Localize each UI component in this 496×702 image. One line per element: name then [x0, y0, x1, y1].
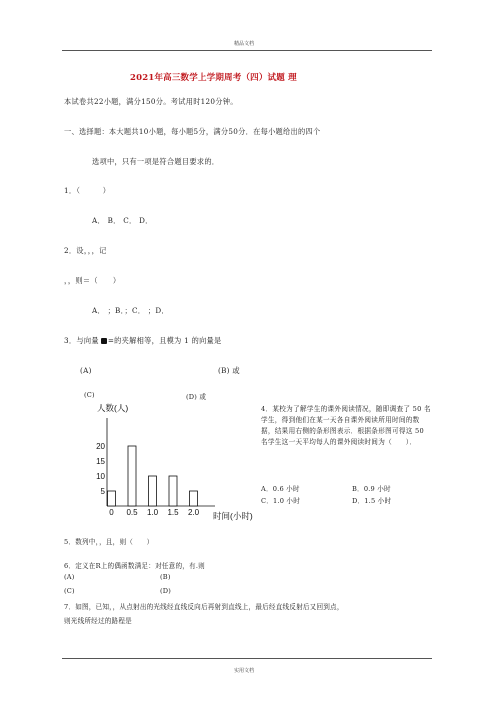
question-2-line2: ，，则＝（ ）: [64, 276, 121, 285]
chart-y-axis-label: 人数(人): [97, 403, 129, 413]
page-footer: 实用文档: [234, 668, 255, 674]
question-3-tail: =的夹解相等，且模为 1 的向量是: [107, 336, 222, 345]
question-3-lead: 3．与向量: [64, 336, 99, 345]
chart-bar: [190, 491, 198, 506]
section-heading-line1: 一、选择题：本大题共10小题，每小题5分，满分50分．在每小题给出的四个: [64, 127, 321, 136]
chart-bar: [108, 491, 116, 506]
question-7-line1: 7．如图，已知，，从点射出的光线经直线反向后再射到直线上，最后经直线反射后又回到点，: [64, 603, 344, 611]
question-1-options: A． B． C． D．: [92, 216, 153, 225]
question-1: 1．（ ）: [64, 186, 111, 195]
question-4-option-a: A．0.6 小时: [261, 485, 300, 493]
question-4-option-b: B．0.9 小时: [352, 485, 391, 493]
intro-text: 本试卷共22小题，满分150分。考试用时120分钟。: [64, 97, 238, 106]
header-rule: [62, 50, 432, 51]
question-4-option-c: C．1.0 小时: [261, 497, 301, 505]
question-5: 5．数列中，，且，则（ ）: [64, 538, 154, 546]
question-4-text: 4．某校为了解学生的课外阅读情况，随即调查了 50 名学生，得到他们在某一天各自课外阅读所用时间的数据，结果用右侧的条形图表示．根据条形图可得这 50 名学生这一天平均每人的课外阅读时间为（ ）．: [261, 405, 431, 446]
question-3-option-b: (B) 或: [218, 366, 240, 375]
question-3-option-d: (D) 或: [186, 393, 207, 401]
footer-rule: [62, 658, 432, 659]
question-6-option-b: (B): [160, 573, 171, 581]
chart-y-tick-label: 10: [96, 472, 105, 481]
chart-y-tick-label: 5: [100, 487, 105, 496]
question-6-option-d: (D): [160, 587, 172, 595]
chart-bar: [128, 446, 136, 506]
exam-title: 2021年高三数学上学期周考（四）试题 理: [130, 73, 297, 83]
question-3-option-a: (A): [80, 366, 92, 375]
chart-x-tick-label: 0.5: [126, 508, 138, 517]
question-4-option-d: D．1.5 小时: [352, 497, 392, 505]
question-2-options: A． ；B．；C． ；D．: [92, 306, 169, 315]
page-header: 精品文档: [234, 41, 255, 47]
reading-time-bar-chart: [95, 402, 285, 527]
vector-a-symbol: [101, 338, 107, 344]
question-6-option-a: (A): [64, 573, 75, 581]
question-3-option-c: (C): [84, 391, 95, 399]
chart-x-axis-label: 时间(小时): [213, 511, 253, 521]
question-6-option-c: (C): [64, 587, 75, 595]
chart-y-tick-label: 15: [96, 457, 105, 466]
chart-x-tick-label: 1.0: [146, 508, 159, 517]
chart-x-tick-label: 1.5: [167, 508, 179, 517]
chart-x-tick-label: 2.0: [187, 508, 200, 517]
chart-bar: [169, 476, 177, 506]
question-7-line2: 则光线所经过的路程是: [64, 617, 132, 625]
chart-bar: [149, 476, 157, 506]
section-heading-line2: 选项中，只有一项是符合题目要求的．: [92, 157, 220, 166]
question-2-line1: 2．设，，，记: [64, 246, 107, 255]
question-3: [64, 336, 222, 346]
chart-x-tick-label: 0: [109, 508, 114, 517]
question-6: 6．定义在R上的偶函数满足：对任意的，有.则: [64, 562, 205, 570]
chart-y-tick-label: 20: [96, 442, 105, 451]
